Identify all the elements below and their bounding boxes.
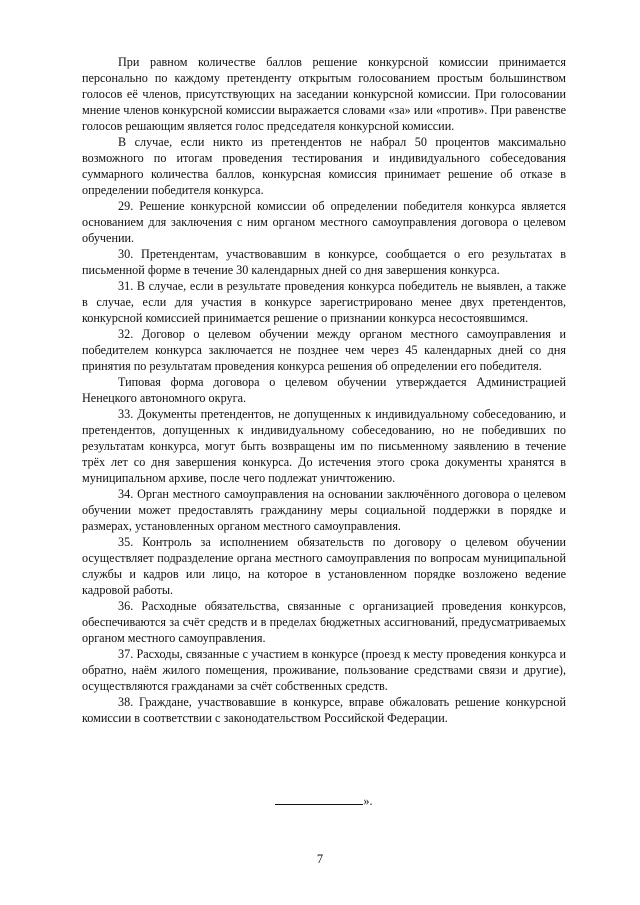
page-number: 7 bbox=[316, 852, 324, 866]
closing-underline bbox=[275, 794, 363, 805]
paragraph: При равном количестве баллов решение конкурсной комиссии принимается персонально по каждому претенденту открытым голосованием простым большинством голосов её членов, присутствующих на заседании конкурсной комиссии. При голосовании мнение членов конкурсной комиссии выражается словами «за» или «против». При равенстве голосов решающим является голос председателя конкурсной комиссии. bbox=[82, 55, 566, 133]
document-body bbox=[82, 54, 566, 726]
closing-line bbox=[82, 793, 566, 809]
paragraph: 30. Претендентам, участвовавшим в конкурсе, сообщается о его результатах в письменной форме в течение 30 календарных дней со дня завершения конкурса. bbox=[82, 247, 566, 277]
paragraph: 34. Орган местного самоуправления на основании заключённого договора о целевом обучении может предоставлять гражданину меры социальной поддержки в порядке и размерах, установленных органом местного самоуправления. bbox=[82, 487, 566, 533]
paragraph: 38. Граждане, участвовавшие в конкурсе, вправе обжаловать решение конкурсной комиссии в соответствии с законодательством Российской Федерации. bbox=[82, 695, 566, 725]
paragraph: 37. Расходы, связанные с участием в конкурсе (проезд к месту проведения конкурса и обратно, наём жилого помещения, проживание, пользование средствами связи и другие), осуществляются гражданами за счёт собственных средств. bbox=[82, 647, 566, 693]
paragraph: 36. Расходные обязательства, связанные с организацией проведения конкурсов, обеспечиваются за счёт средств и в пределах бюджетных ассигнований, предусматриваемых органом местного самоуправления. bbox=[82, 599, 566, 645]
closing-quote: ». bbox=[363, 794, 373, 808]
paragraph: 35. Контроль за исполнением обязательств по договору о целевом обучении осуществляет подразделение органа местного самоуправления по вопросам муниципальной службы и кадров или лицо, на которое в установленном порядке возложено ведение кадровой работы. bbox=[82, 535, 566, 597]
paragraph: В случае, если никто из претендентов не набрал 50 процентов максимально возможного по итогам проведения тестирования и индивидуального собеседования суммарного количества баллов, конкурсная комиссия принимает решение об отказе в определении победителя конкурса. bbox=[82, 135, 566, 197]
paragraph: 32. Договор о целевом обучении между органом местного самоуправления и победителем конкурса заключается не позднее чем через 45 календарных дней со дня принятия по результатам проведения конкурса решения об определении его победителя. bbox=[82, 327, 566, 373]
paragraph: 29. Решение конкурсной комиссии об определении победителя конкурса является основанием для заключения с ним органом местного самоуправления договора о целевом обучении. bbox=[82, 199, 566, 245]
paragraph: Типовая форма договора о целевом обучении утверждается Администрацией Ненецкого автономного округа. bbox=[82, 375, 566, 405]
document-page bbox=[82, 54, 566, 808]
paragraph: 31. В случае, если в результате проведения конкурса победитель не выявлен, а также в случае, если для участия в конкурсе зарегистрировано менее двух претендентов, конкурсной комиссией принимается решение о признании конкурса несостоявшимся. bbox=[82, 279, 566, 325]
paragraph: 33. Документы претендентов, не допущенных к индивидуальному собеседованию, и претендентов, допущенных к индивидуальному собеседованию, но не победивших по результатам конкурса, могут быть возвращены им по письменному заявлению в течение трёх лет со дня завершения конкурса. До истечения этого срока документы хранятся в муниципальном архиве, после чего подлежат уничтожению. bbox=[82, 407, 566, 485]
